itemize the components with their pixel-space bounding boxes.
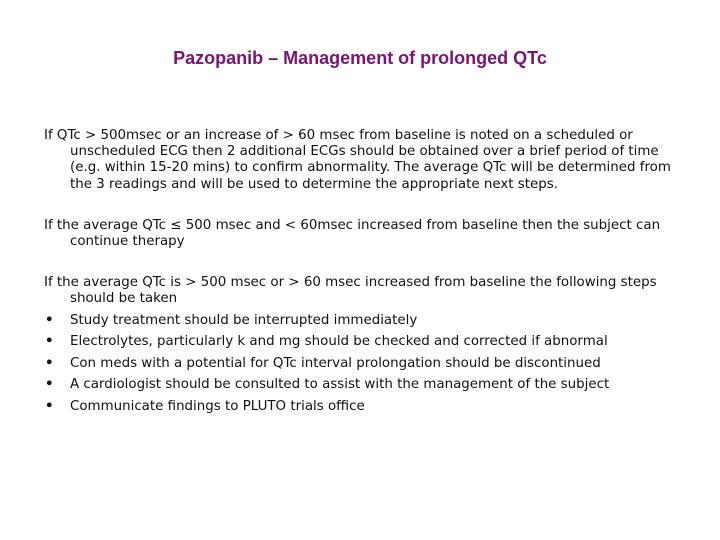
- list-item-text: Study treatment should be interrupted immediately: [70, 312, 418, 328]
- bullet-icon: •: [45, 355, 54, 371]
- bullet-icon: •: [45, 377, 54, 393]
- list-item: [44, 356, 684, 372]
- list-item-text: Communicate findings to PLUTO trials office: [70, 399, 365, 414]
- list-item: [44, 377, 684, 393]
- list-item: [44, 313, 684, 329]
- list-item: [44, 334, 684, 350]
- paragraph-steps-intro: If the average QTc is > 500 msec or > 60 msec increased from baseline the following steps should be taken: [44, 275, 657, 307]
- slide-body: [44, 128, 684, 415]
- paragraph-continue-therapy: If the average QTc ≤ 500 msec and < 60msec increased from baseline then the subject can continue therapy: [44, 217, 661, 250]
- list-item-text: A cardiologist should be consulted to assist with the management of the subject: [70, 377, 610, 393]
- paragraph-qtc-threshold: If QTc > 500msec or an increase of > 60 msec from baseline is noted on a scheduled or unscheduled ECG then 2 additional ECGs should be obtained over a brief period of time (e.g. within 15-20 mins) to confirm abnormality. The average QTc will be determined from the 3 readings and will be used to determine the appropriate next steps.: [44, 128, 671, 192]
- bullet-icon: •: [45, 334, 54, 350]
- list-item-text: Electrolytes, particularly k and mg should be checked and corrected if abnormal: [70, 334, 608, 350]
- list-item: [44, 399, 684, 415]
- bullet-icon: •: [45, 399, 54, 414]
- list-item-text: Con meds with a potential for QTc interval prolongation should be discontinued: [70, 355, 601, 371]
- steps-list: [44, 313, 684, 416]
- slide-title: Pazopanib – Management of prolonged QTc: [173, 48, 547, 68]
- bullet-icon: •: [45, 312, 54, 328]
